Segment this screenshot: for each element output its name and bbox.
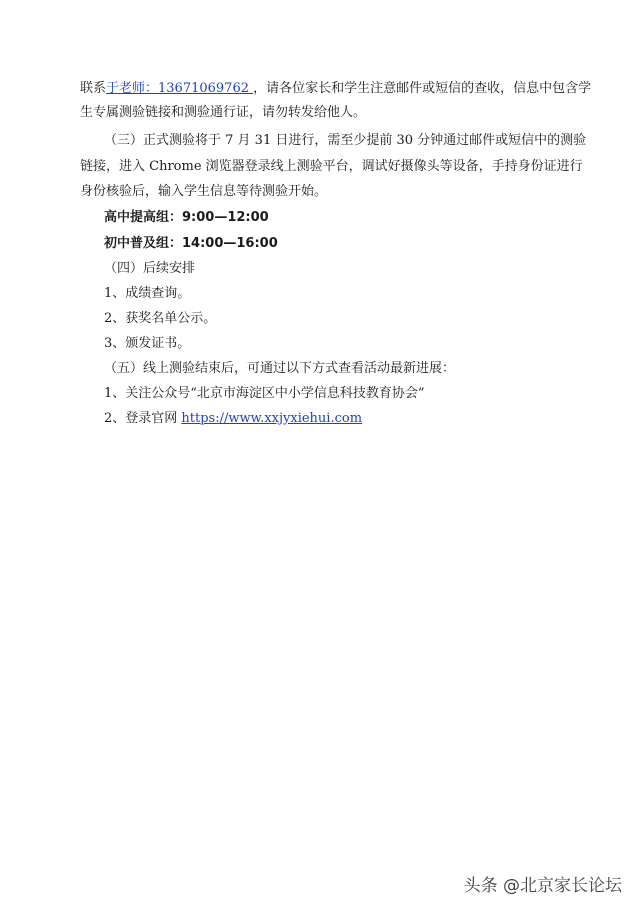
- contact-suffix: ，请各位家长和学生注意邮件或短信的查收，信息中包含学: [253, 81, 592, 96]
- website-link[interactable]: https://www.xxjyxiehui.com: [181, 411, 363, 426]
- senior-group-schedule: 高中提高组：9:00—12:00: [104, 210, 269, 225]
- list-item-winner-list: 2、获奖名单公示。: [104, 311, 217, 326]
- list-item-official-site: [104, 408, 640, 430]
- website-prefix: 2、登录官网: [104, 411, 182, 426]
- section4-title: （四）后续安排: [104, 261, 196, 276]
- list-item-certificate: 3、颁发证书。: [104, 336, 191, 351]
- section5-title: （五）线上测验结束后，可通过以下方式查看活动最新进展：: [104, 361, 456, 376]
- paragraph-contact-line2: 生专属测验链接和测验通行证，请勿转发给他人。: [80, 105, 367, 120]
- list-item-follow-account: 1、关注公众号“北京市海淀区中小学信息科技教育协会”: [104, 386, 425, 401]
- contact-prefix: 联系: [80, 81, 107, 96]
- paragraph-contact-line1: [80, 78, 640, 100]
- contact-link[interactable]: 于老师：13671069762: [106, 81, 254, 96]
- paragraph-formal-test-line1: （三）正式测验将于 7 月 31 日进行，需至少提前 30 分钟通过邮件或短信中的测验: [104, 133, 587, 148]
- paragraph-formal-test-line2: 链接，进入 Chrome 浏览器登录线上测验平台，调试好摄像头等设备，手持身份证进行: [80, 159, 583, 174]
- junior-group-schedule: 初中普及组：14:00—16:00: [104, 236, 278, 251]
- list-item-score-query: 1、成绩查询。: [104, 286, 191, 301]
- watermark-text: 头条 @北京家长论坛: [463, 876, 622, 896]
- paragraph-formal-test-line3: 身份核验后，输入学生信息等待测验开始。: [80, 184, 328, 199]
